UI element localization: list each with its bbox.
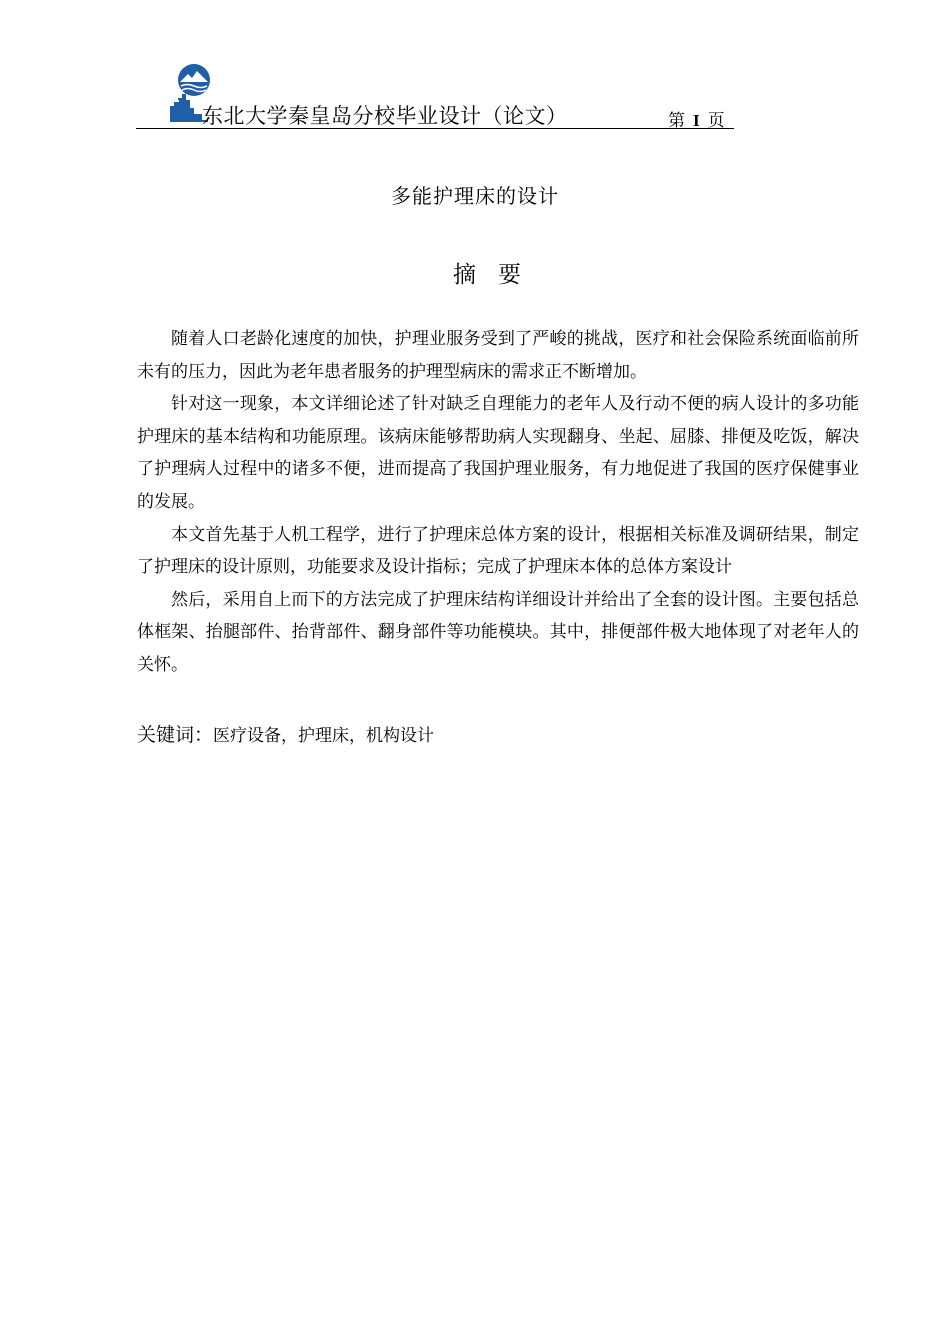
page-label-prefix: 第: [668, 111, 685, 131]
abstract-heading: 摘要: [453, 262, 543, 288]
keywords-label: 关键词：: [137, 724, 214, 746]
abstract-paragraph-1: 随着人口老龄化速度的加快，护理业服务受到了严峻的挑战，医疗和社会保险系统面临前所未有的压力，因此为老年患者服务的护理型病床的需求正不断增加。: [137, 329, 859, 382]
abstract-paragraph-4: 然后，采用自上而下的方法完成了护理床结构详细设计并给出了全套的设计图。主要包括总体框架、抬腿部件、抬背部件、翻身部件等功能模块。其中，排便部件极大地体现了对老年人的关怀。: [137, 589, 859, 675]
keywords-line: [137, 720, 434, 747]
document-title: 多能护理床的设计: [391, 184, 559, 208]
abstract-paragraph-3: 本文首先基于人机工程学，进行了护理床总体方案的设计，根据相关标准及调研结果，制定了护理床的设计原则，功能要求及设计指标；完成了护理床本体的总体方案设计: [137, 524, 859, 578]
abstract-paragraph-2: 针对这一现象，本文详细论述了针对缺乏自理能力的老年人及行动不便的病人设计的多功能护理床的基本结构和功能原理。该病床能够帮助病人实现翻身、坐起、屈膝、排便及吃饭，解决了护理病人过程中的诸多不便，进而提高了我国护理业服务，有力地促进了我国的医疗保健事业的发展。: [137, 394, 859, 512]
abstract-body: [137, 323, 859, 682]
header-rule: [136, 128, 734, 129]
keywords-text: 医疗设备，护理床，机构设计: [213, 726, 435, 746]
page-number: I: [693, 111, 700, 130]
header-university-title: 东北大学秦皇岛分校毕业设计（论文）: [202, 104, 568, 128]
page-label-suffix: 页: [707, 111, 725, 131]
